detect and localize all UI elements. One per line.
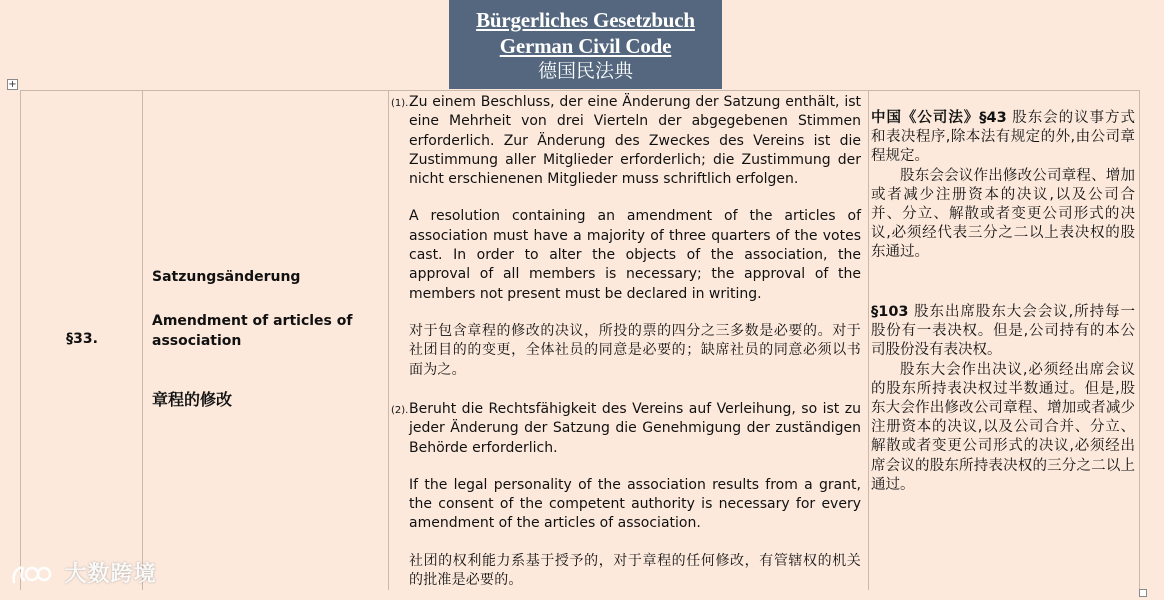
cn-law-art103-p1 [871,303,1135,361]
title-column [143,91,389,590]
cn-law-art43-p2: 股东会会议作出修改公司章程、增加或者减少注册资本的决议,以及公司合并、分立、解散或者变更公司形式的决议,必须经代表三分之二以上表决权的股东通过。 [871,167,1135,261]
subsection-2-zh: 社团的权利能力系基于授予的，对于章程的任何修改，有管辖权的机关的批准是必要的。 [409,552,861,589]
section-column [21,91,143,590]
text-column [389,91,869,590]
header-title-de: Bürgerliches Gesetzbuch [476,8,695,32]
section-title-en: Amendment of articles of association [152,313,353,349]
cn-law-art43-label: 中国《公司法》§43 [871,110,1007,126]
cn-law-art103-label: §103 [871,304,909,320]
watermark-logo-icon [10,562,52,588]
cn-law-art43-p1 [871,109,1135,167]
subsection-1-de: Zu einem Beschluss, der eine Änderung der Satzung enthält, ist eine Mehrheit von drei Vierteln der abgegebenen Stimmen erforderlich. Zur Änderung des Zweckes des Vereins ist die Zustimmung aller Mitglieder erforderlich; die Zustimmung der nicht erschienenen Mitglieder muss schriftlich erfolgen. [409,94,861,188]
cn-law-column [869,91,1141,590]
section-title-de: Satzungsänderung [152,269,301,285]
watermark-text: 大数跨境 [64,562,157,587]
subsection-2-en: If the legal personality of the association results from a grant, the consent of the competent authority is necessary for every amendment of the articles of association. [409,476,861,532]
subsection-1-zh: 对于包含章程的修改的决议，所投的票的四分之三多数是必要的。对于社团目的的变更，全体社员的同意是必要的；缺席社员的同意必须以书面为之。 [409,322,861,378]
subsection-2 [391,400,861,590]
cn-law-art43-text: 股东会的议事方式和表决程序,除本法有规定的外,由公司章程规定。 [871,110,1136,165]
subsection-2-number: (2). [391,405,409,416]
section-title-block [152,267,382,411]
section-number: §33. [66,331,98,347]
cn-law-art103-p2: 股东大会作出决议,必须经出席会议的股东所持表决权过半数通过。但是,股东大会作出修改公司章程、增加或者减少注册资本的决议,以及公司合并、分立、解散或者变更公司形式的决议,必须经出席会议的股东所持表决权的三分之二以上通过。 [871,361,1135,493]
subsection-2-de: Beruht die Rechtsfähigkeit des Vereins auf Verleihung, so ist zu jeder Änderung der Satzung die Genehmigung der zuständigen Behörde erforderlich. [409,401,861,456]
cn-law-art103-text: 股东出席股东大会会议,所持每一股份有一表决权。但是,公司持有的本公司股份没有表决权。 [871,304,1135,359]
subsection-1 [391,93,861,380]
header-title-zh: 德国民法典 [537,60,633,82]
header-title-en: German Civil Code [499,34,672,58]
watermark [10,560,157,590]
subsection-1-en: A resolution containing an amendment of the articles of association must have a majority of three quarters of the votes cast. In order to alter the objects of the association, the approval of all members is necessary; the approval of the members not present must be declared in writing. [409,208,861,302]
cn-law-art43 [871,109,1135,263]
law-table [20,90,1140,590]
section-title-zh: 章程的修改 [152,390,233,409]
header-banner [449,0,722,89]
cn-law-art103 [871,303,1135,495]
table-move-handle-icon[interactable]: + [8,79,17,90]
subsection-1-number: (1). [391,98,409,109]
table-resize-handle-icon[interactable] [1139,589,1147,597]
